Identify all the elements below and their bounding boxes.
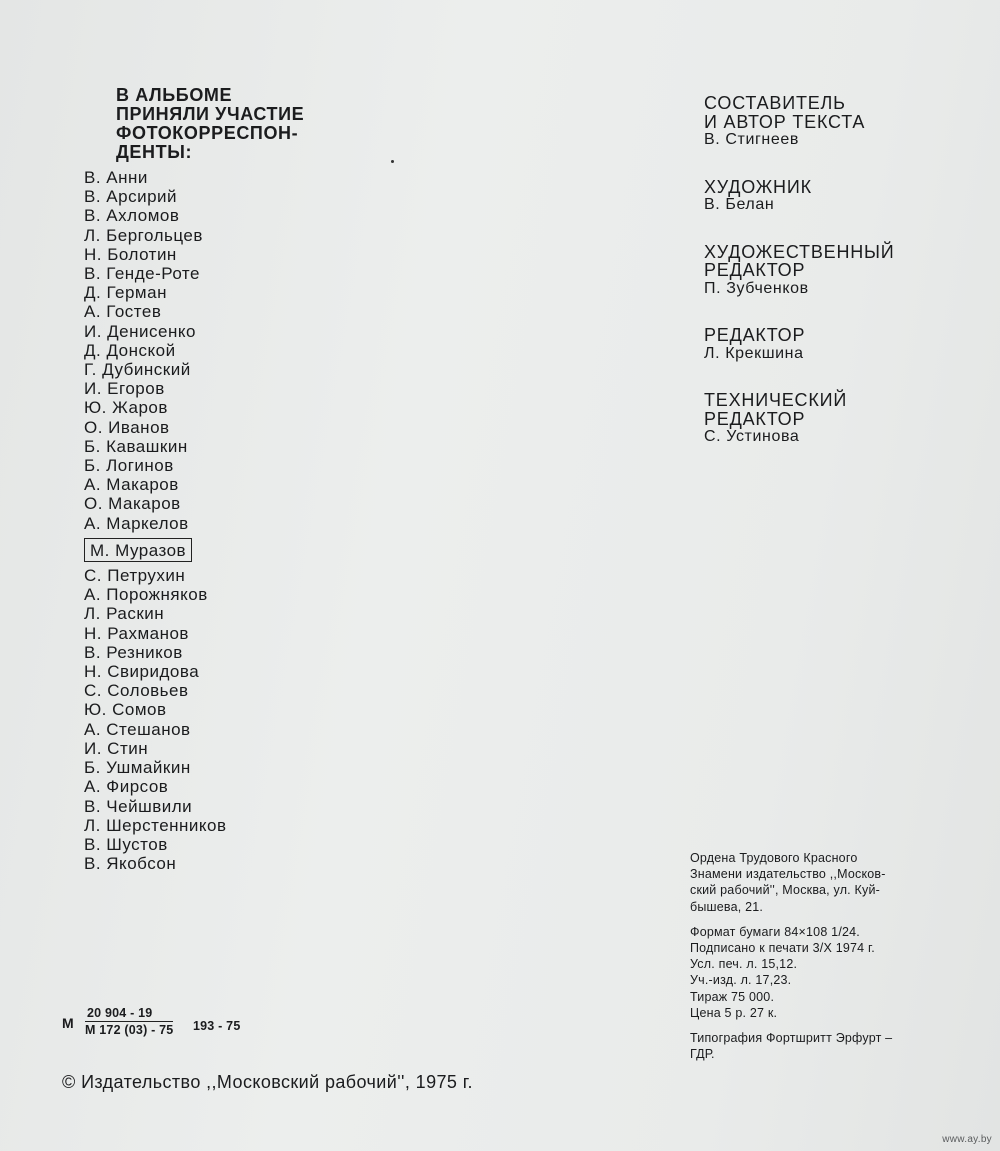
- photographer-name: И. Стин: [84, 738, 149, 758]
- photographer-name: С. Соловьев: [84, 681, 189, 701]
- credit-entry: [704, 391, 984, 447]
- publisher-info: [690, 850, 980, 915]
- photographer-name: О. Иванов: [84, 417, 170, 437]
- photographer-name: Г. Дубинский: [84, 360, 191, 380]
- photographer-name: Н. Свиридова: [84, 662, 200, 682]
- credit-role: И АВТОР ТЕКСТА: [704, 111, 866, 132]
- credit-entry: [704, 243, 984, 299]
- spec-line: Тираж 75 000.: [690, 989, 775, 1004]
- code-numerator: 20 904 - 19: [87, 1006, 153, 1020]
- photographer-name: Н. Болотин: [84, 244, 177, 264]
- printer-line: Типография Фортшритт Эрфурт –: [690, 1031, 893, 1046]
- imprint-block: [690, 850, 980, 1071]
- photographer-name: И. Денисенко: [84, 321, 196, 341]
- credit-person: В. Стигнеев: [704, 131, 799, 148]
- boxed-photographer-name: М. Муразов: [84, 538, 192, 562]
- photographer-name: Л. Бергольцев: [84, 225, 203, 245]
- photographer-name: А. Гостев: [84, 302, 162, 322]
- code-tail: 193 - 75: [193, 1019, 241, 1033]
- printer-info: [690, 1030, 980, 1062]
- credit-role: ХУДОЖЕСТВЕННЫЙ: [704, 241, 895, 262]
- copyright-line: © Издательство ,,Московский рабочий'', 1975 г.: [62, 1072, 473, 1092]
- credit-role: РЕДАКТОР: [704, 325, 806, 345]
- photographer-name: В. Арсирий: [84, 187, 178, 207]
- photographer-name: В. Анни: [84, 168, 148, 187]
- credit-entry: [704, 178, 984, 215]
- photographer-name: В. Резников: [84, 642, 183, 662]
- photographer-name: И. Егоров: [84, 379, 165, 399]
- photographer-name: Б. Кавашкин: [84, 436, 188, 456]
- credit-entry: [704, 326, 984, 363]
- watermark: www.ay.by: [942, 1134, 992, 1145]
- photographer-name: Б. Ушмайкин: [84, 758, 191, 778]
- code-denominator: М 172 (03) - 75: [85, 1023, 174, 1037]
- code-fraction: [85, 1006, 173, 1037]
- heading-line: ДЕНТЫ:: [116, 142, 193, 162]
- photographer-name: А. Макаров: [84, 475, 179, 495]
- credit-role: ТЕХНИЧЕСКИЙ: [704, 390, 848, 410]
- photographer-name: Н. Рахманов: [84, 623, 189, 643]
- photographer-name: [84, 533, 324, 566]
- printer-line: ГДР.: [690, 1047, 715, 1062]
- heading-line: ФОТОКОРРЕСПОН-: [116, 123, 299, 143]
- photographer-name: А. Порожняков: [84, 585, 208, 605]
- photographer-name: В. Генде-Роте: [84, 264, 200, 284]
- credit-person: П. Зубченков: [704, 279, 809, 297]
- photographer-name: А. Стешанов: [84, 719, 191, 739]
- spec-line: Формат бумаги 84×108 1/24.: [690, 924, 860, 939]
- photographer-name: Б. Логинов: [84, 456, 174, 476]
- photographer-name: Д. Герман: [84, 283, 167, 303]
- spec-line: Подписано к печати 3/X 1974 г.: [690, 941, 875, 956]
- photographer-name: В. Ахломов: [84, 206, 180, 226]
- heading-line: В АЛЬБОМЕ: [116, 85, 233, 105]
- heading-line: ПРИНЯЛИ УЧАСТИЕ: [116, 104, 305, 124]
- photographer-name: В. Шустов: [84, 834, 168, 854]
- publisher-line: Знамени издательство ,,Москов-: [690, 867, 886, 882]
- credit-role: РЕДАКТОР: [704, 260, 806, 280]
- photographers-list: [84, 168, 324, 873]
- credits-block: [704, 94, 984, 475]
- contributors-heading: [116, 86, 376, 162]
- spec-line: Уч.-изд. л. 17,23.: [690, 973, 792, 988]
- credit-role: СОСТАВИТЕЛЬ: [704, 93, 846, 113]
- credit-person: Л. Крекшина: [704, 344, 804, 362]
- photographer-name: С. Петрухин: [84, 566, 186, 586]
- photographer-name: А. Фирсов: [84, 777, 169, 797]
- photographer-name: Д. Донской: [84, 340, 176, 360]
- photographer-name: В. Якобсон: [84, 854, 177, 874]
- spec-line: Усл. печ. л. 15,12.: [690, 957, 798, 972]
- credit-role: РЕДАКТОР: [704, 408, 806, 429]
- credit-role: ХУДОЖНИК: [704, 176, 812, 197]
- spec-line: Цена 5 р. 27 к.: [690, 1005, 778, 1020]
- publisher-line: Ордена Трудового Красного: [690, 851, 858, 865]
- stray-dot: [391, 160, 394, 163]
- credit-person: С. Устинова: [704, 428, 800, 445]
- publisher-line: бышева, 21.: [690, 899, 764, 914]
- photographer-name: В. Чейшвили: [84, 796, 193, 816]
- publisher-line: ский рабочий'', Москва, ул. Куй-: [690, 883, 881, 898]
- photographer-name: А. Маркелов: [84, 513, 189, 533]
- credit-person: В. Белан: [704, 196, 775, 213]
- photographer-name: Л. Раскин: [84, 604, 165, 624]
- print-specs: [690, 924, 980, 1021]
- code-letter: М: [62, 1015, 74, 1031]
- photographer-name: Л. Шерстенников: [84, 815, 227, 835]
- photographer-name: О. Макаров: [84, 494, 181, 514]
- credit-entry: [704, 94, 984, 150]
- photographer-name: Ю. Сомов: [84, 700, 167, 720]
- photographer-name: Ю. Жаров: [84, 398, 168, 418]
